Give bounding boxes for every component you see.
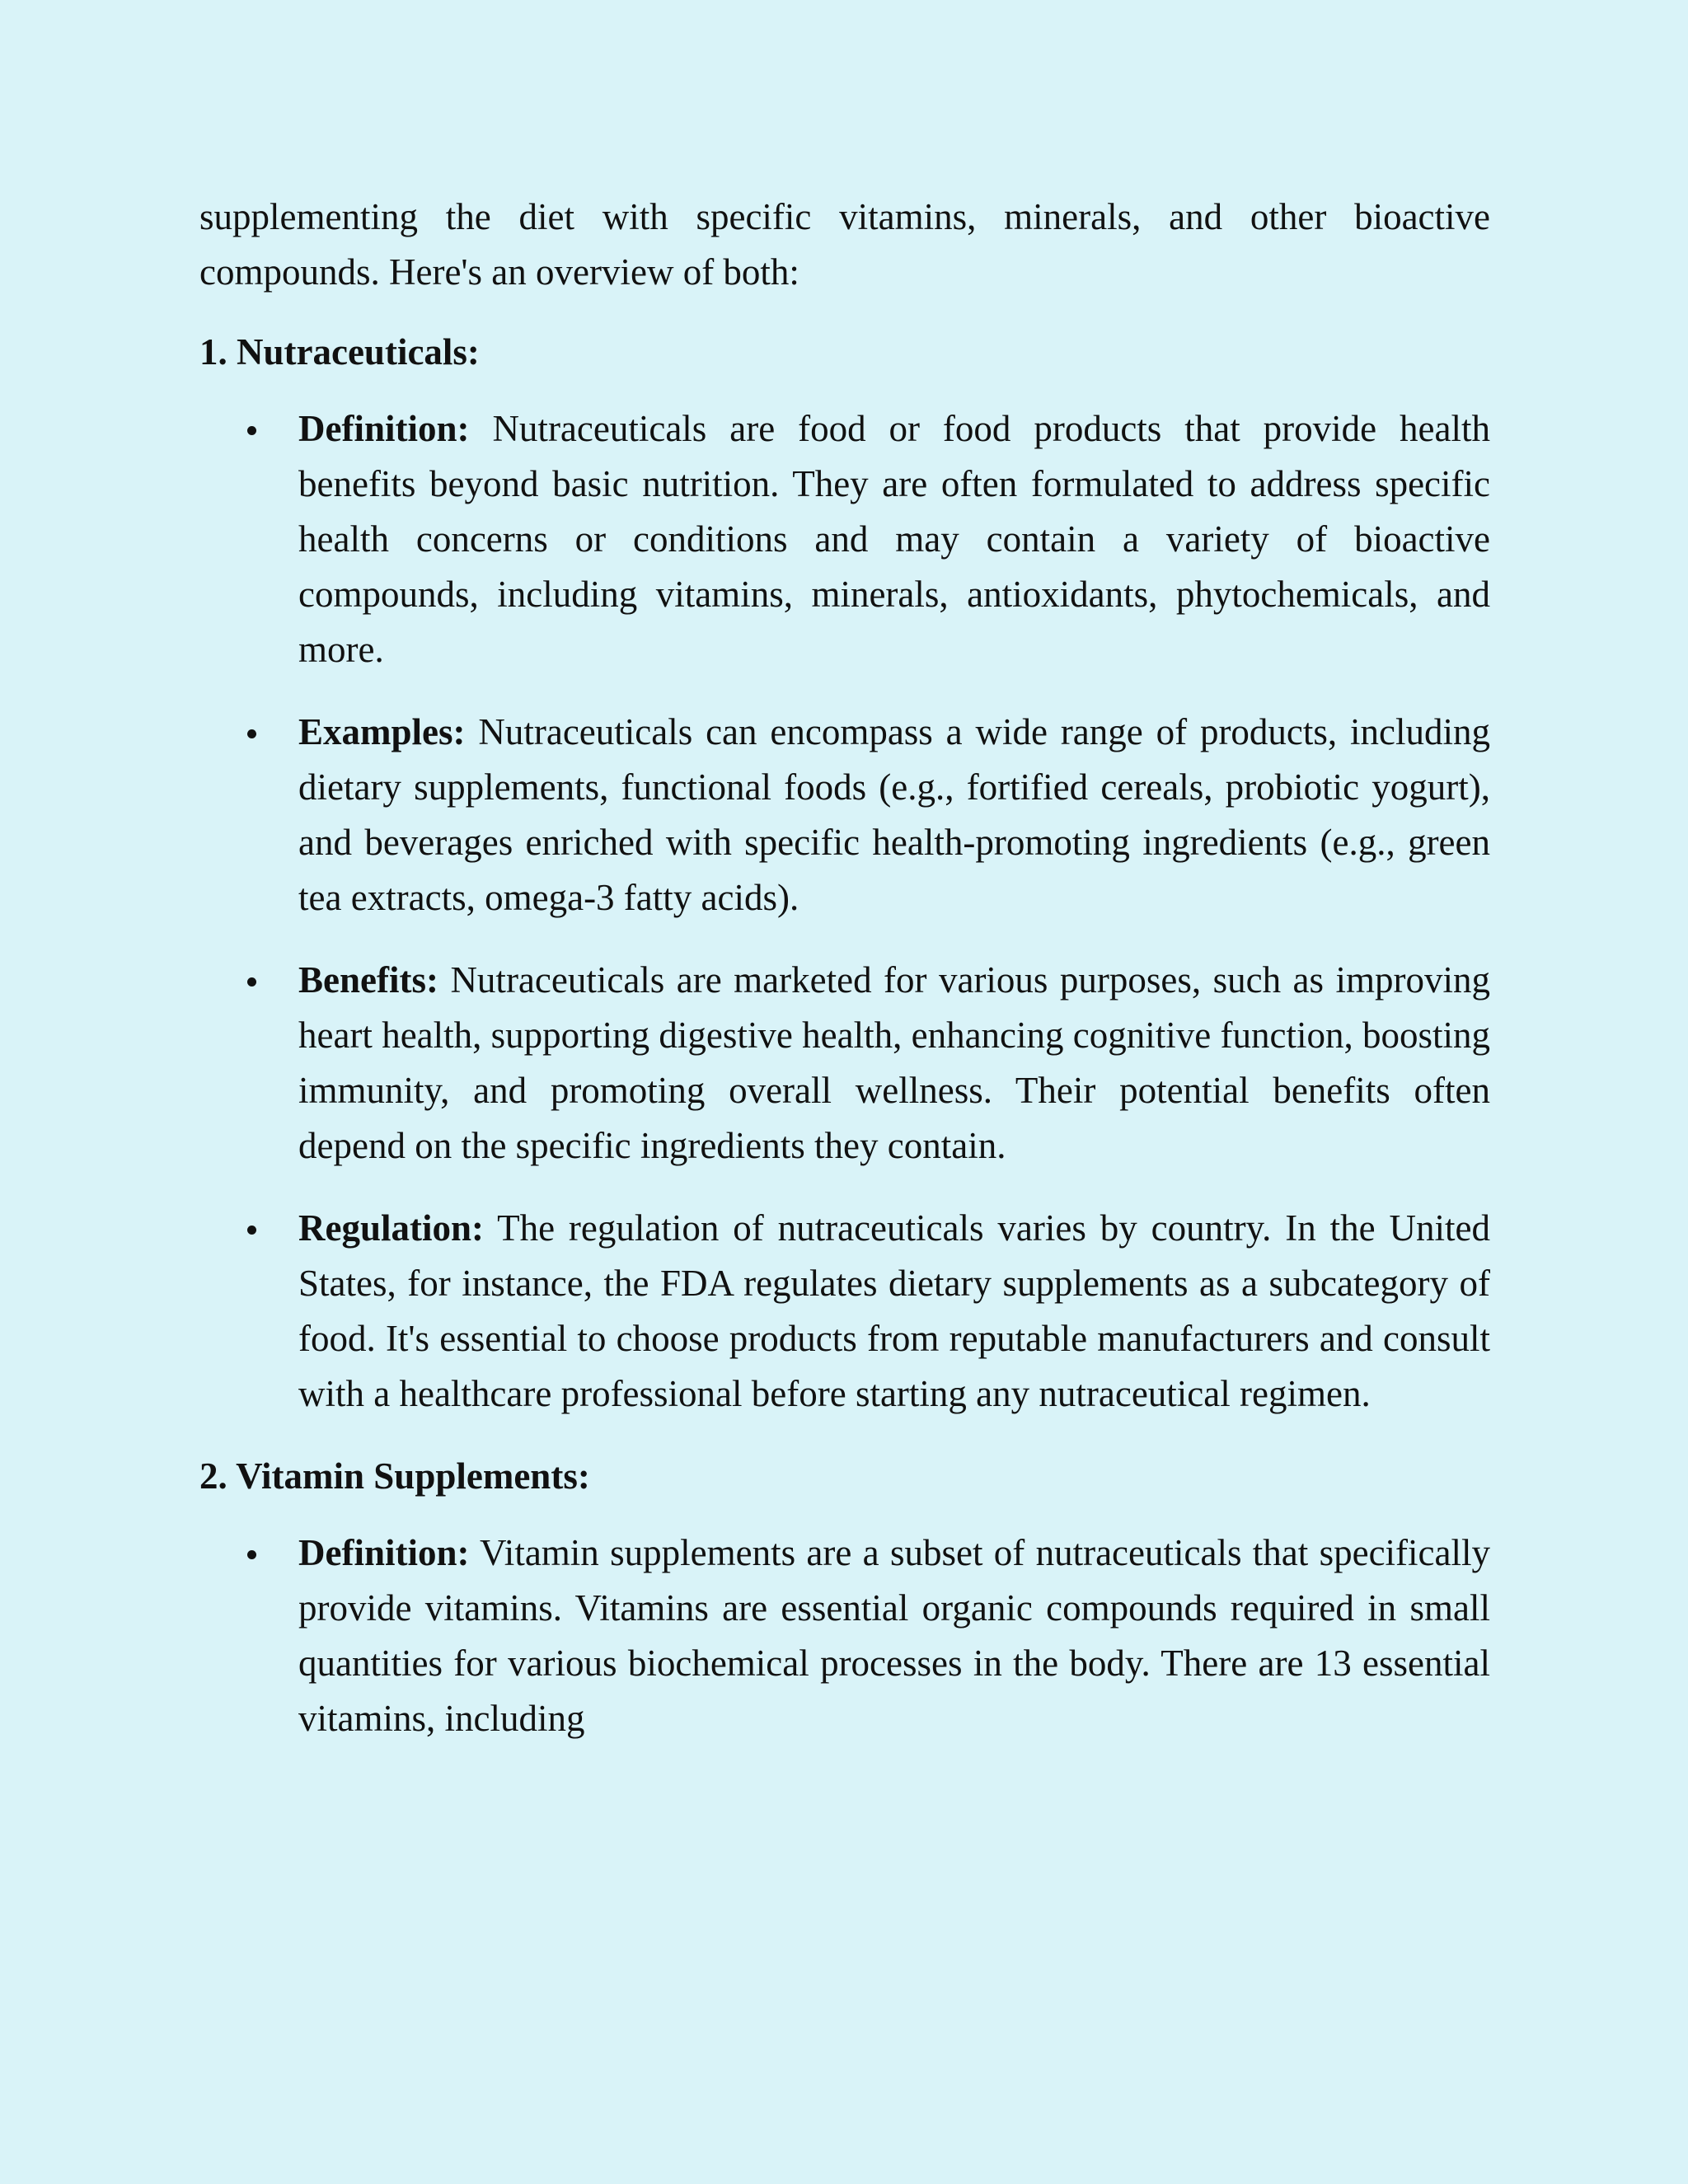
bullet-icon — [247, 1226, 256, 1235]
list-item — [199, 953, 1490, 1174]
bullet-icon — [247, 426, 256, 435]
list-item — [199, 1526, 1490, 1746]
list-item-text — [298, 953, 1490, 1174]
list-item-body: Nutraceuticals are food or food products that provide health benefits beyond basic nutrition. They are often formulated to address specific health concerns or conditions and may contain a variety of bioactive compounds, including vitamins, minerals, antioxidants, phytochemicals, and more. — [298, 408, 1491, 670]
list-item-text — [298, 1526, 1490, 1746]
list-item-text — [298, 1201, 1490, 1422]
list-item-body: Vitamin supplements are a subset of nutraceuticals that specifically provide vitamins. Vitamins are essential organic compounds required in small quantities for various biochemical processes in the body. There are 13 essential vitamins, including — [298, 1532, 1490, 1739]
nutraceuticals-list — [199, 401, 1490, 1422]
list-item-text — [298, 401, 1490, 677]
bullet-icon — [247, 977, 256, 987]
list-item-body: Nutraceuticals are marketed for various purposes, such as improving heart health, supporting digestive health, enhancing cognitive function, boosting immunity, and promoting overall wellness. Their potential benefits often depend on the specific ingredients they contain. — [298, 959, 1490, 1166]
section-heading-vitamin-supplements: 2. Vitamin Supplements: — [199, 1455, 590, 1497]
list-item-body: Nutraceuticals can encompass a wide range of products, including dietary supplements, functional foods (e.g., fortified cereals, probiotic yogurt), and beverages enriched with specific health-promoting ingredients (e.g., green tea extracts, omega-3 fatty acids). — [298, 711, 1490, 918]
bullet-icon — [247, 1550, 256, 1559]
bullet-icon — [247, 729, 256, 738]
list-item — [199, 401, 1490, 677]
vitamin-supplements-list — [199, 1526, 1490, 1746]
list-item — [199, 1201, 1490, 1422]
document-page — [199, 190, 1490, 1774]
list-item-term: Benefits: — [298, 959, 438, 1001]
list-item-term: Definition: — [298, 1532, 470, 1573]
list-item-term: Definition: — [298, 408, 470, 449]
intro-paragraph: supplementing the diet with specific vitamins, minerals, and other bioactive compounds. Here's an overview of both: — [199, 196, 1490, 293]
section-heading-nutraceuticals: 1. Nutraceuticals: — [199, 331, 480, 373]
list-item — [199, 705, 1490, 926]
list-item-text — [298, 705, 1490, 926]
list-item-body: The regulation of nutraceuticals varies by country. In the United States, for instance, the FDA regulates dietary supplements as a subcategory of food. It's essential to choose products from reputable manufacturers and consult with a healthcare professional before starting any nutraceutical regimen. — [298, 1207, 1490, 1414]
list-item-term: Examples: — [298, 711, 466, 752]
list-item-term: Regulation: — [298, 1207, 484, 1249]
